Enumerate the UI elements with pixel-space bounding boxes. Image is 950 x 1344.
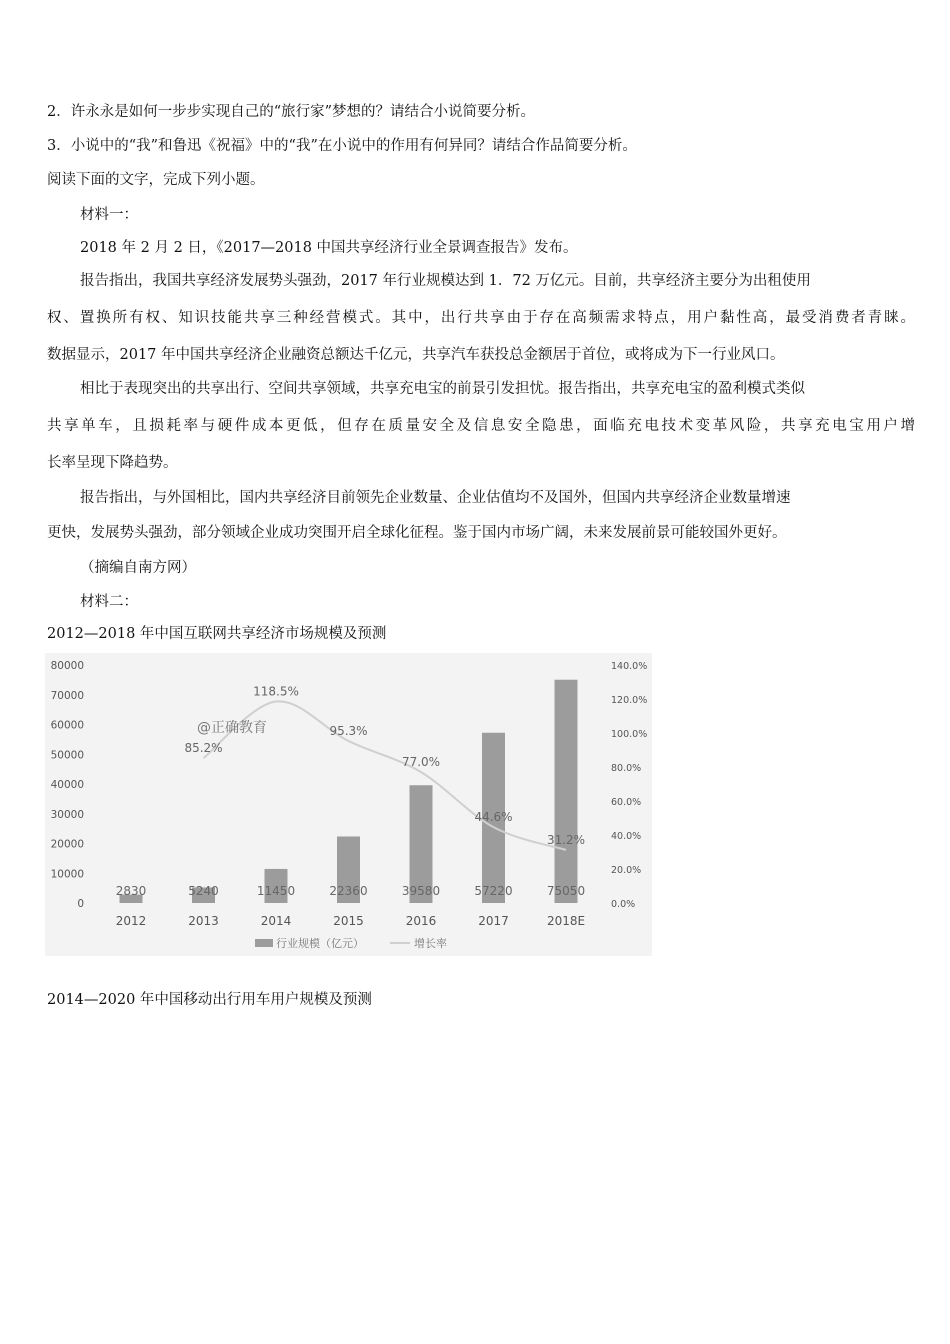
chart2-title: 2014—2020 年中国移动出行用车用户规模及预测	[47, 992, 372, 1008]
bar-value-label: 11450	[256, 884, 296, 898]
growth-rate-label: 95.3%	[329, 723, 368, 738]
bar-value-label: 2830	[115, 884, 147, 898]
right-axis-tick-label: 80.0%	[611, 763, 642, 774]
material1-paragraph-2-line-3: 数据显示，2017 年中国共享经济企业融资总额达千亿元，共享汽车获投总金额居于首位，或将成为下一行业风口。	[47, 347, 785, 363]
right-axis-tick-label: 40.0%	[611, 831, 642, 842]
left-axis-tick-label: 50000	[50, 749, 84, 762]
x-axis-tick-label: 2015	[333, 914, 364, 928]
question-3: 3．小说中的“我”和鲁迅《祝福》中的“我”在小说中的作用有何异同？请结合作品简要分析。	[47, 138, 637, 154]
material1-paragraph-3-line-2: 共享单车，且损耗率与硬件成本更低，但存在质量安全及信息安全隐患，面临充电技术变革风险，共享充电宝用户增	[47, 418, 915, 434]
material1-paragraph-3-line-1: 相比于表现突出的共享出行、空间共享领域，共享充电宝的前景引发担忧。报告指出，共享充电宝的盈利模式类似	[80, 381, 805, 397]
x-axis-tick-label: 2016	[405, 914, 437, 928]
right-axis-tick-label: 0.0%	[611, 899, 636, 910]
reading-instruction: 阅读下面的文字，完成下列小题。	[47, 172, 265, 188]
legend-bar-swatch	[255, 939, 273, 947]
x-axis-tick-label: 2013	[188, 914, 219, 928]
left-axis-tick-label: 30000	[50, 808, 84, 821]
right-axis-tick-label: 60.0%	[611, 797, 642, 808]
material2-heading: 材料二：	[80, 594, 138, 610]
right-axis-tick-label: 120.0%	[611, 695, 648, 706]
right-axis-tick-label: 140.0%	[611, 661, 648, 672]
question-2: 2．许永永是如何一步步实现自己的“旅行家”梦想的？请结合小说简要分析。	[47, 104, 536, 120]
growth-rate-label: 118.5%	[253, 684, 299, 699]
material1-paragraph-1: 2018 年 2 月 2 日，《2017—2018 中国共享经济行业全景调查报告》发布。	[80, 240, 578, 256]
growth-rate-label: 77.0%	[401, 755, 441, 770]
material1-source: （摘编自南方网）	[80, 560, 196, 576]
bar-value-label: 22360	[329, 884, 368, 898]
material1-paragraph-2-line-1: 报告指出，我国共享经济发展势头强劲，2017 年行业规模达到 1．72 万亿元。目前，共享经济主要分为出租使用	[80, 273, 811, 289]
material1-heading: 材料一：	[80, 207, 138, 223]
chart-watermark: @正确教育	[197, 720, 267, 736]
left-axis-tick-label: 20000	[50, 838, 84, 851]
bar-series	[120, 680, 578, 903]
growth-rate-label: 44.6%	[474, 810, 513, 825]
bar-value-label: 75050	[546, 884, 586, 898]
growth-rate-label: 85.2%	[184, 741, 223, 756]
bar-value-label: 57220	[474, 884, 513, 898]
legend-line-label: 增长率	[414, 937, 447, 950]
material1-paragraph-4-line-2: 更快，发展势头强劲，部分领域企业成功突围开启全球化征程。鉴于国内市场广阔，未来发展前景可能较国外更好。	[47, 525, 787, 541]
line-data-labels	[184, 685, 585, 847]
bar-2018E	[555, 680, 578, 903]
x-axis-tick-label: 2014	[260, 914, 292, 928]
material1-paragraph-4-line-1: 报告指出，与外国相比，国内共享经济目前领先企业数量、企业估值均不及国外，但国内共享经济企业数量增速	[80, 490, 791, 506]
x-axis-tick-label: 2012	[115, 914, 147, 928]
growth-rate-label: 31.2%	[546, 832, 586, 847]
legend-bar-label: 行业规模（亿元）	[276, 937, 364, 950]
left-axis-tick-label: 70000	[50, 689, 84, 702]
left-axis-ticks	[51, 660, 84, 910]
left-axis-tick-label: 40000	[50, 779, 84, 791]
left-axis-tick-label: 60000	[50, 719, 84, 732]
left-axis-tick-label: 10000	[50, 868, 84, 881]
x-axis-tick-label: 2018E	[546, 914, 586, 928]
right-axis-ticks	[611, 661, 647, 910]
chart1-title: 2012—2018 年中国互联网共享经济市场规模及预测	[47, 626, 387, 642]
right-axis-tick-label: 20.0%	[611, 865, 642, 876]
material1-paragraph-3-line-3: 长率呈现下降趋势。	[47, 455, 178, 471]
bar-data-labels	[116, 884, 585, 898]
left-axis-tick-label: 80000	[50, 660, 84, 672]
material1-paragraph-2-line-2: 权、置换所有权、知识技能共享三种经营模式。其中，出行共享由于存在高频需求特点，用户黏性高，最受消费者青睐。	[47, 310, 915, 326]
chart-legend	[255, 936, 447, 950]
x-axis-ticks	[116, 914, 585, 928]
shared-economy-chart	[45, 653, 652, 956]
x-axis-tick-label: 2017	[478, 914, 509, 928]
left-axis-tick-label: 0	[77, 898, 84, 910]
bar-value-label: 39580	[401, 884, 441, 898]
bar-value-label: 5240	[188, 884, 219, 898]
right-axis-tick-label: 100.0%	[611, 729, 648, 740]
